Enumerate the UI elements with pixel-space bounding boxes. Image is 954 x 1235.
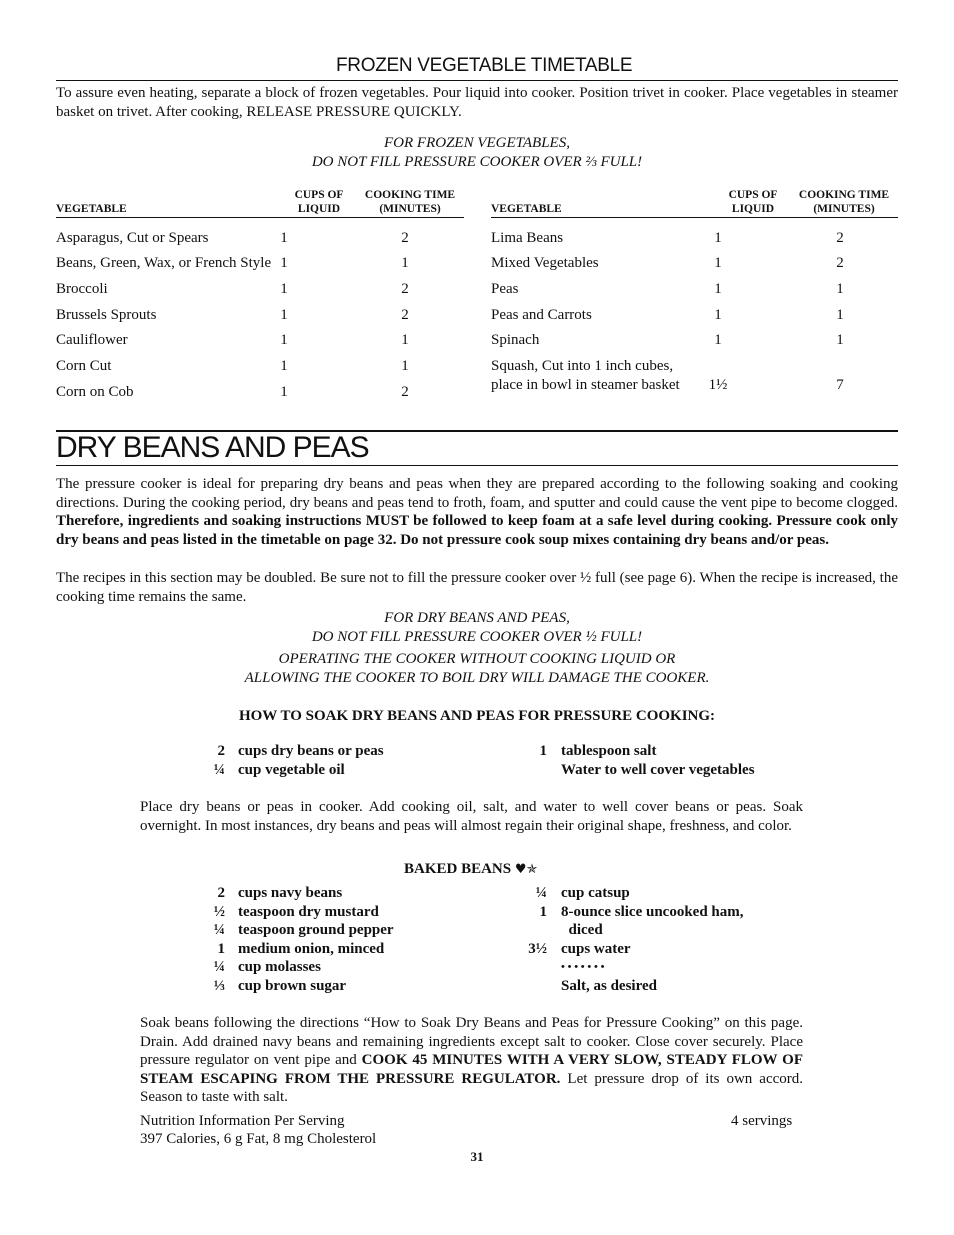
right-header-vegetable: VEGETABLE bbox=[491, 203, 562, 215]
soak-ingredients-right bbox=[507, 742, 837, 780]
dry-fill-warning: FOR DRY BEANS AND PEAS, DO NOT FILL PRESSURE COOKER OVER ½ FULL! bbox=[311, 610, 643, 645]
right-header-rule bbox=[491, 217, 898, 218]
nutrition-values: 397 Calories, 6 g Fat, 8 mg Cholesterol bbox=[140, 1131, 377, 1147]
frozen-warning-line2: DO NOT FILL PRESSURE COOKER OVER ⅔ FULL! bbox=[311, 154, 643, 170]
frozen-warning-line1: FOR FROZEN VEGETABLES, bbox=[384, 135, 570, 151]
soak-heading: HOW TO SOAK DRY BEANS AND PEAS FOR PRESSURE COOKING: bbox=[238, 708, 716, 724]
soak-directions: Place dry beans or peas in cooker. Add cooking oil, salt, and water to well cover beans or peas. Soak overnight. In most instances, dry beans and peas will almost regain their original shape, freshness, and color. bbox=[140, 799, 803, 834]
ingredient-item: ¼ teaspoon ground pepper bbox=[213, 922, 394, 939]
dry-intro: The pressure cooker is ideal for preparing dry beans and peas when they are prepared according to the following soaking and cooking directions. During the cooking period, dry beans and peas tend to froth, foam, and sputter and could cause the vent pipe to become clogged. Therefore, ingredients and soaking instructions MUST be followed to keep foam at a safe level during cooking. Pressure cook only dry beans and peas listed in the timetable on page 32. Do not pressure cook soup mixes containing dry beans and/or peas. bbox=[56, 476, 898, 548]
ingredient-item: 3½ cups water bbox=[528, 940, 631, 957]
right-header-time: COOKING TIME (MINUTES) bbox=[798, 189, 890, 215]
servings-count: 4 servings bbox=[731, 1113, 793, 1129]
ingredient-item: diced bbox=[561, 922, 603, 939]
ingredient-item: 1 medium onion, minced bbox=[217, 940, 385, 957]
ingredient-item: ⅓ cup brown sugar bbox=[213, 977, 347, 994]
soak-ingredients-left bbox=[185, 742, 485, 780]
frozen-intro: To assure even heating, separate a block of frozen vegetables. Pour liquid into cooker. Position trivet in cooker. Place vegetables in steamer basket on trivet. After cooking, RELEASE PRESSURE QUICKLY. bbox=[56, 85, 898, 120]
dry-title-bottom-rule bbox=[56, 465, 898, 466]
ingredient-item: Water to well cover vegetables bbox=[561, 762, 755, 778]
ingredient-item: 1 8-ounce slice uncooked ham, bbox=[539, 903, 744, 920]
page-number: 31 bbox=[470, 1149, 484, 1164]
nutrition-label: Nutrition Information Per Serving bbox=[140, 1113, 345, 1129]
frozen-warning bbox=[56, 134, 898, 172]
ingredient-item: ¼ cup molasses bbox=[213, 959, 321, 976]
ingredient-item: 2 cups navy beans bbox=[217, 885, 343, 901]
dry-recipe-note: The recipes in this section may be doubled. Be sure not to fill the pressure cooker over ½ full (see page 6). When the recipe is increased, the cooking time remains the same. bbox=[56, 570, 898, 605]
ingredient-item: ¼ cup vegetable oil bbox=[213, 762, 345, 778]
ingredient-item: Salt, as desired bbox=[561, 977, 657, 994]
dry-section-title: DRY BEANS AND PEAS bbox=[56, 431, 369, 464]
ingredient-item: 1 tablespoon salt bbox=[539, 743, 657, 759]
ingredient-divider-dots: • • • • • • • bbox=[561, 961, 605, 974]
recipe-ingredients-left bbox=[185, 884, 485, 996]
recipe-ingredients-right bbox=[507, 884, 837, 996]
ingredient-item: ¼ cup catsup bbox=[535, 885, 630, 901]
recipe-title: BAKED BEANS ♥✯ bbox=[404, 861, 538, 877]
frozen-title-rule bbox=[56, 80, 898, 81]
heart-star-icon: ♥✯ bbox=[514, 862, 538, 877]
ingredient-item: 2 cups dry beans or peas bbox=[217, 743, 384, 759]
ingredient-item: ½ teaspoon dry mustard bbox=[213, 903, 379, 920]
left-header-rule bbox=[56, 217, 464, 218]
left-header-cups: CUPS OF LIQUID bbox=[294, 189, 344, 215]
left-header-time: COOKING TIME (MINUTES) bbox=[364, 189, 456, 215]
right-header-cups: CUPS OF LIQUID bbox=[728, 189, 778, 215]
frozen-section-title: FROZEN VEGETABLE TIMETABLE bbox=[336, 55, 633, 76]
recipe-directions: Soak beans following the directions “How to Soak Dry Beans and Peas for Pressure Cooking” on this page. Drain. Add drained navy beans and remaining ingredients except salt to cooker. Close cover securely. Place pressure regulator on vent pipe and COOK 45 MINUTES WITH A VERY SLOW, STEADY FLOW OF STEAM ESCAPING FROM THE PRESSURE REGULATOR. Let pressure drop of its own accord. Season to taste with salt. bbox=[140, 1015, 804, 1106]
left-header-vegetable: VEGETABLE bbox=[56, 203, 127, 215]
dry-boil-warning: OPERATING THE COOKER WITHOUT COOKING LIQUID OR ALLOWING THE COOKER TO BOIL DRY WILL DAMAGE THE COOKER. bbox=[244, 651, 710, 686]
